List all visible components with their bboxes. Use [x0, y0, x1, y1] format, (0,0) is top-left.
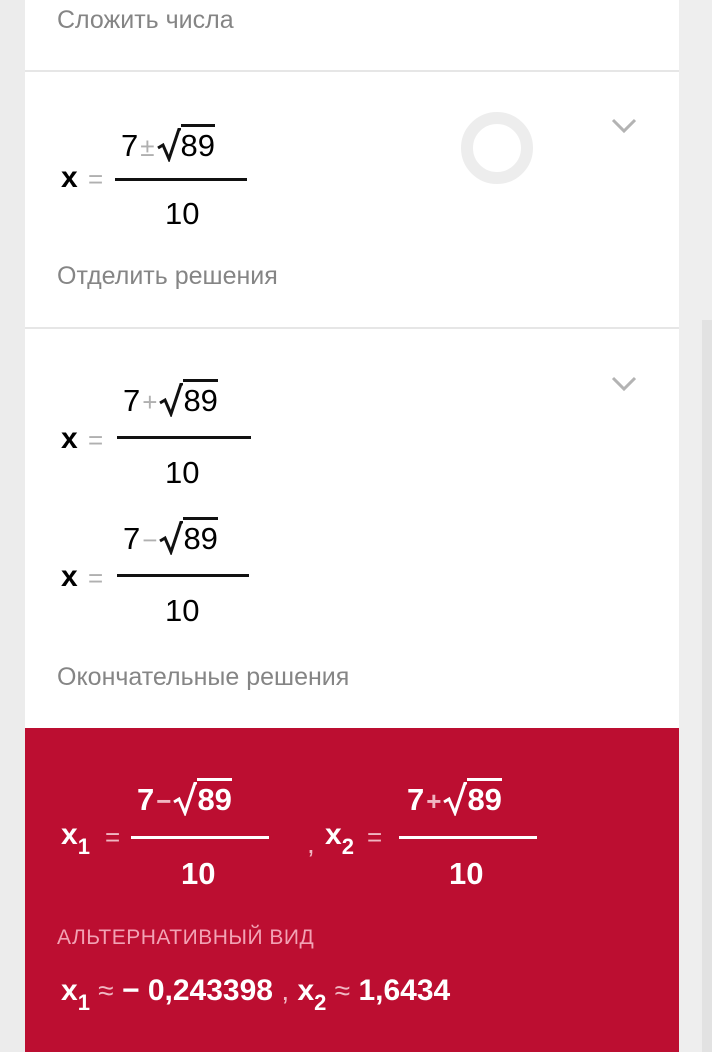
equals-sign: =: [367, 822, 383, 852]
denominator: 10: [165, 455, 200, 490]
final-solutions-card: [25, 728, 679, 1052]
equation-variable: x: [61, 560, 78, 593]
step-label-combine: Сложить числа: [57, 6, 234, 34]
numerator-constant: 7: [407, 782, 425, 817]
minus-operator: −: [156, 786, 172, 816]
step-card-separate[interactable]: [25, 329, 679, 728]
denominator: 10: [181, 856, 216, 891]
fraction-bar: [131, 836, 269, 839]
approx-x1-variable: $x_1$: [61, 974, 90, 1015]
solution-steps-panel: [25, 0, 679, 1052]
equation-variable: x: [61, 161, 78, 194]
radicand: 89: [197, 778, 231, 817]
solution-variable: $x_2$: [325, 818, 354, 859]
approx-sign: ≈: [334, 975, 351, 1006]
equation-plus-minus: [61, 114, 301, 234]
approx-x2-value: 1,6434: [358, 974, 451, 1007]
subscript: 2: [341, 834, 354, 859]
denominator: 10: [165, 196, 200, 231]
loading-spinner-icon: [461, 112, 533, 184]
alternative-form-label: АЛЬТЕРНАТИВНЫЙ ВИД: [57, 926, 315, 949]
equals-sign: =: [88, 425, 104, 455]
fraction-bar: [117, 436, 251, 439]
numerator: [123, 521, 218, 557]
numerator: [123, 383, 218, 419]
solution-variable: $x_1$: [61, 818, 90, 859]
numerator-constant: 7: [123, 383, 141, 418]
radical-icon: [157, 128, 181, 162]
fraction-bar: [117, 574, 249, 577]
solution-x2: [325, 764, 565, 891]
numerator: [121, 128, 215, 164]
solution-x1: [61, 764, 321, 891]
numerator: [137, 782, 232, 818]
scrollbar[interactable]: [702, 320, 712, 1052]
radical-icon: [173, 782, 197, 816]
equals-sign: =: [88, 563, 104, 593]
step-card-combine[interactable]: [25, 72, 679, 328]
denominator: 10: [165, 593, 200, 628]
radicand: 89: [183, 379, 217, 418]
separator-comma: ,: [307, 828, 315, 859]
separator-comma: ,: [281, 975, 290, 1006]
subscript: 1: [77, 834, 90, 859]
approximate-solutions: [61, 974, 451, 1015]
approx-x1-value: − 0,243398: [122, 974, 273, 1007]
radicand: 89: [181, 124, 215, 163]
radicand: 89: [467, 778, 501, 817]
plus-operator: +: [426, 786, 442, 816]
equation-plus: [61, 367, 301, 490]
radical-icon: [159, 521, 183, 555]
equals-sign: =: [88, 164, 104, 194]
numerator-constant: 7: [123, 521, 141, 556]
minus-operator: −: [142, 525, 158, 555]
plus-minus-operator: ±: [140, 132, 155, 162]
radicand: 89: [183, 517, 217, 556]
step-label-final: Окончательные решения: [57, 663, 350, 691]
numerator-constant: 7: [137, 782, 155, 817]
numerator: [407, 782, 502, 818]
equals-sign: =: [105, 822, 121, 852]
approx-x2-variable: $x_2$: [297, 974, 327, 1015]
numerator-constant: 7: [121, 128, 139, 163]
chevron-down-icon[interactable]: [611, 118, 637, 134]
step-label-separate: Отделить решения: [57, 262, 278, 290]
radical-icon: [159, 383, 183, 417]
denominator: 10: [449, 856, 484, 891]
fraction-bar: [399, 836, 537, 839]
approx-sign: ≈: [98, 975, 114, 1006]
plus-operator: +: [142, 387, 158, 417]
equation-minus: [61, 505, 301, 628]
radical-icon: [443, 782, 467, 816]
fraction-bar: [115, 178, 247, 181]
equation-variable: x: [61, 422, 78, 455]
chevron-down-icon[interactable]: [611, 376, 637, 392]
